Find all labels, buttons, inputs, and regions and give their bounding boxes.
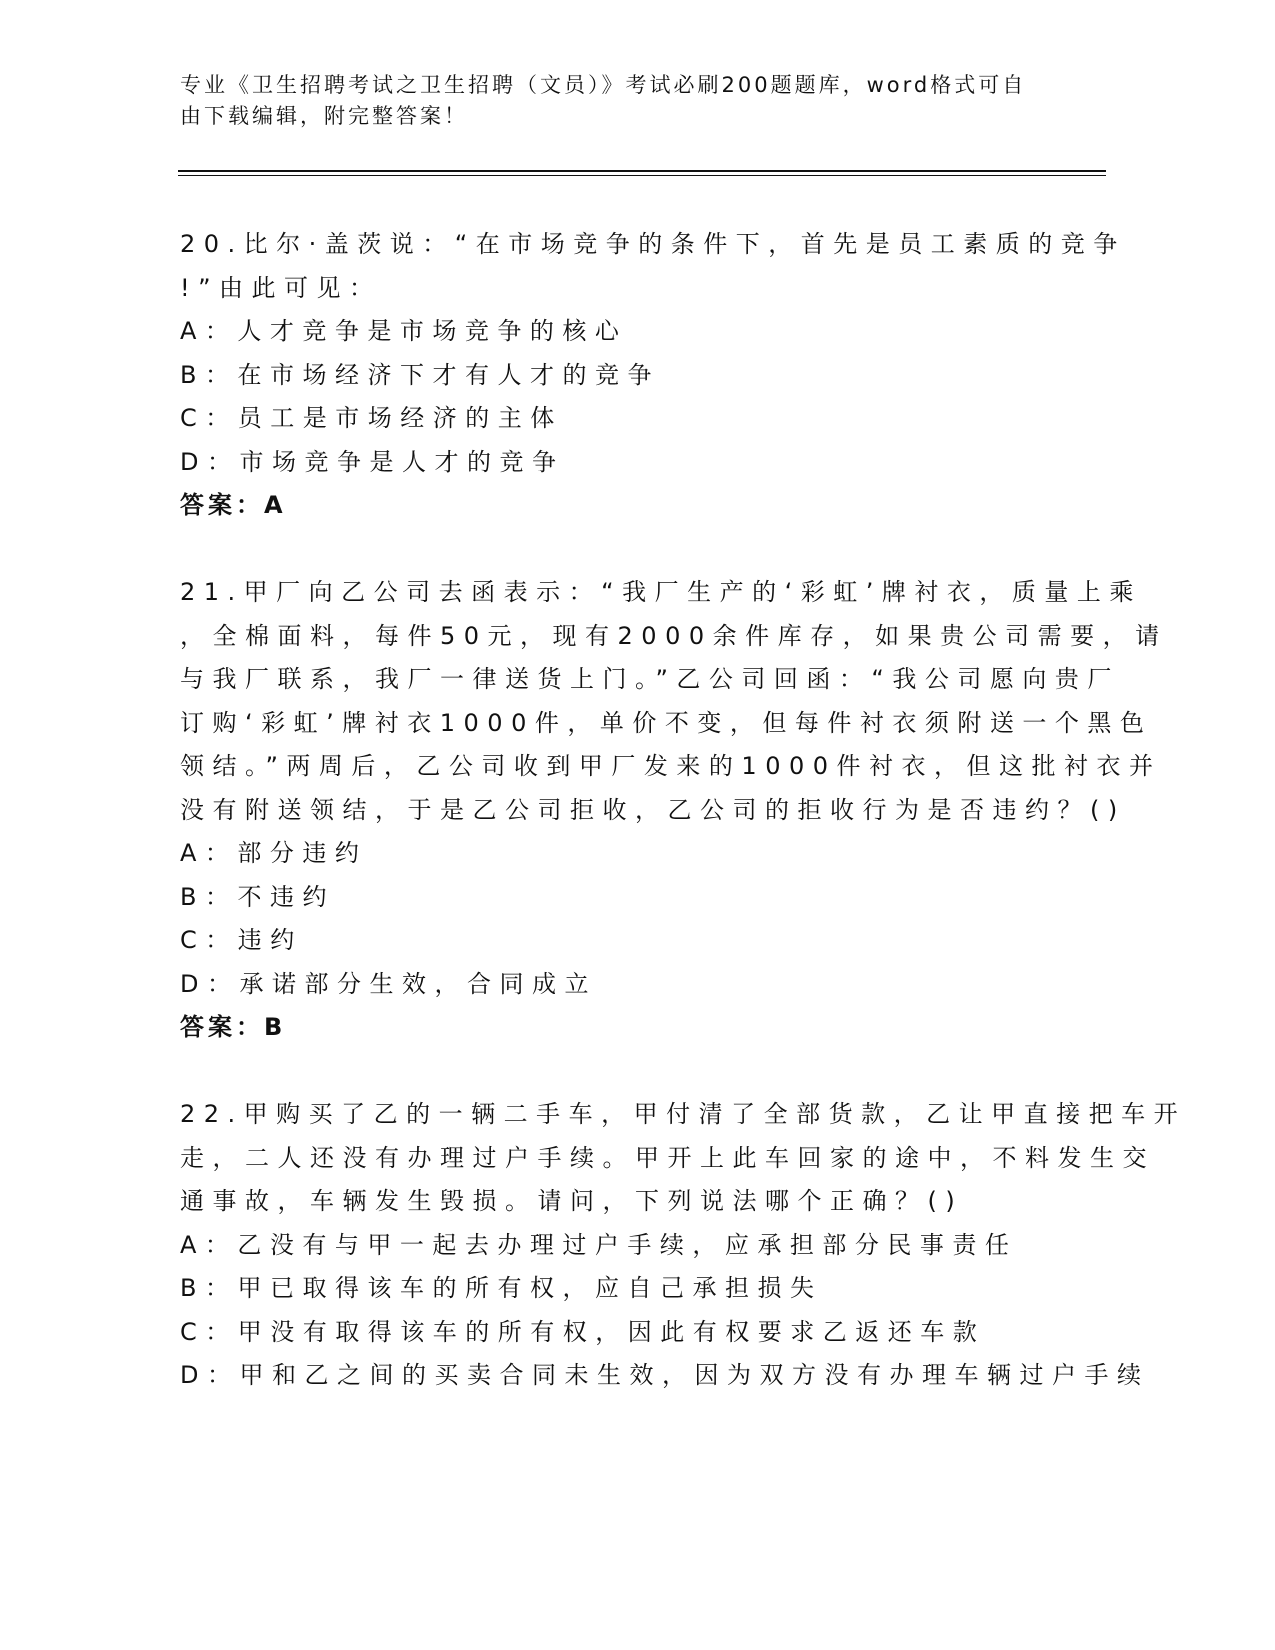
- question-stem-line: 21.甲厂向乙公司去函表示：“我厂生产的‘彩虹’牌衬衣，质量上乘: [180, 578, 1142, 606]
- document-header: [180, 70, 1040, 132]
- header-line: 由下载编辑，附完整答案！: [180, 104, 468, 128]
- header-divider: [178, 170, 1106, 172]
- answer-option: D：市场竞争是人才的竞争: [180, 447, 565, 476]
- answer-option: C：甲没有取得该车的所有权，因此有权要求乙返还车款: [180, 1317, 986, 1346]
- answer-option: A：乙没有与甲一起去办理过户手续，应承担部分民事责任: [180, 1230, 1018, 1259]
- question-stem-line: 走，二人还没有办理过户手续。甲开上此车回家的途中，不料发生交: [180, 1143, 1155, 1172]
- answer-option: C：员工是市场经济的主体: [180, 404, 563, 432]
- question-22: [180, 1093, 1187, 1398]
- question-stem-line: 22.甲购买了乙的一辆二手车，甲付清了全部货款，乙让甲直接把车开: [180, 1100, 1187, 1128]
- answer-key: 答案：A: [180, 491, 287, 519]
- answer-option: C：违约: [180, 926, 303, 954]
- question-stem-line: 订购‘彩虹’牌衬衣1000件，单价不变，但每件衬衣须附送一个黑色: [180, 708, 1153, 737]
- answer-option: B：甲已取得该车的所有权，应自己承担损失: [180, 1274, 823, 1302]
- answer-option: A：人才竞争是市场竞争的核心: [180, 317, 628, 345]
- question-stem-line: 领结。”两周后，乙公司收到甲厂发来的1000件衬衣，但这批衬衣并: [180, 752, 1162, 780]
- question-20: [180, 223, 1126, 528]
- question-21: [180, 571, 1168, 1050]
- question-stem-line: !”由此可见：: [180, 273, 382, 302]
- answer-option: D：承诺部分生效，合同成立: [180, 969, 597, 998]
- answer-option: B：在市场经济下才有人才的竞争: [180, 360, 660, 389]
- question-stem-line: 没有附送领结，于是乙公司拒收，乙公司的拒收行为是否违约？(): [180, 795, 1126, 824]
- question-list: [180, 223, 1187, 1441]
- answer-key: 答案：B: [180, 1013, 287, 1041]
- header-divider-thin: [178, 175, 1106, 176]
- question-stem-line: 通事故，车辆发生毁损。请问，下列说法哪个正确？(): [180, 1187, 964, 1215]
- answer-option: B：不违约: [180, 882, 335, 911]
- answer-option: A：部分违约: [180, 839, 368, 867]
- header-line: 专业《卫生招聘考试之卫生招聘（文员）》考试必刷200题题库，word格式可自: [180, 73, 1027, 97]
- question-stem-line: 与我厂联系，我厂一律送货上门。”乙公司回函：“我公司愿向贵厂: [180, 665, 1120, 693]
- question-stem-line: ，全棉面料，每件50元，现有2000余件库存，如果贵公司需要，请: [180, 621, 1168, 650]
- answer-option: D：甲和乙之间的买卖合同未生效，因为双方没有办理车辆过户手续: [180, 1361, 1150, 1389]
- question-stem-line: 20.比尔·盖茨说：“在市场竞争的条件下，首先是员工素质的竞争: [180, 230, 1126, 258]
